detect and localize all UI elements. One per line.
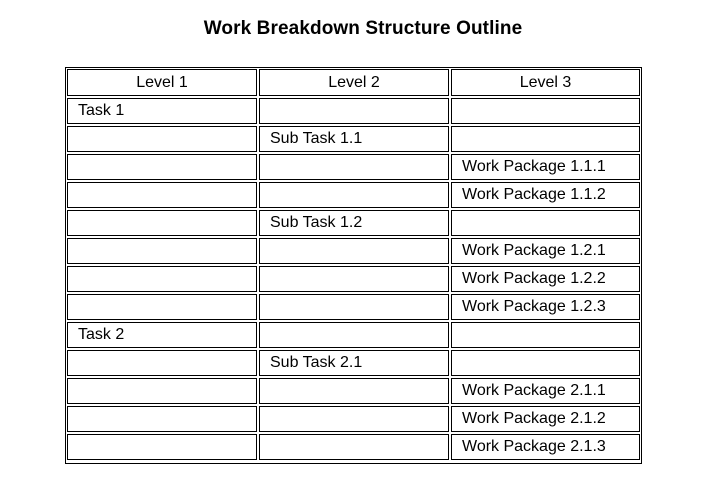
- cell-level-3: [451, 98, 640, 124]
- cell-level-3: Work Package 2.1.1: [451, 378, 640, 404]
- cell-level-1: [67, 126, 257, 152]
- cell-level-1: [67, 266, 257, 292]
- cell-level-1: [67, 238, 257, 264]
- cell-level-1: [67, 154, 257, 180]
- table-row: [67, 294, 640, 320]
- cell-level-1: [67, 294, 257, 320]
- cell-level-2: [259, 238, 449, 264]
- cell-level-2: [259, 322, 449, 348]
- cell-level-3: Work Package 2.1.3: [451, 434, 640, 460]
- header-level-1: Level 1: [67, 69, 257, 96]
- cell-level-2: [259, 406, 449, 432]
- table-row: [67, 210, 640, 236]
- cell-level-2: [259, 378, 449, 404]
- cell-level-3: [451, 126, 640, 152]
- table-row: [67, 98, 640, 124]
- cell-level-2: [259, 294, 449, 320]
- cell-level-3: [451, 350, 640, 376]
- cell-level-3: Work Package 1.2.2: [451, 266, 640, 292]
- cell-level-2: Sub Task 2.1: [259, 350, 449, 376]
- table-row: [67, 322, 640, 348]
- cell-level-2: [259, 98, 449, 124]
- cell-level-2: Sub Task 1.2: [259, 210, 449, 236]
- table-row: [67, 266, 640, 292]
- cell-level-2: [259, 434, 449, 460]
- cell-level-3: Work Package 1.2.3: [451, 294, 640, 320]
- header-level-3: Level 3: [451, 69, 640, 96]
- cell-level-3: Work Package 2.1.2: [451, 406, 640, 432]
- cell-level-1: [67, 350, 257, 376]
- cell-level-1: [67, 434, 257, 460]
- cell-level-3: Work Package 1.1.2: [451, 182, 640, 208]
- page-title: Work Breakdown Structure Outline: [203, 18, 523, 39]
- cell-level-2: [259, 182, 449, 208]
- cell-level-2: Sub Task 1.1: [259, 126, 449, 152]
- cell-level-1: [67, 378, 257, 404]
- cell-level-1: [67, 210, 257, 236]
- table-row: [67, 154, 640, 180]
- table-row: [67, 126, 640, 152]
- table-row: [67, 238, 640, 264]
- cell-level-1: [67, 406, 257, 432]
- header-level-2: Level 2: [259, 69, 449, 96]
- cell-level-3: Work Package 1.1.1: [451, 154, 640, 180]
- cell-level-2: [259, 266, 449, 292]
- cell-level-2: [259, 154, 449, 180]
- table-row: [67, 434, 640, 460]
- wbs-table: [65, 67, 642, 462]
- cell-level-1: Task 1: [67, 98, 257, 124]
- cell-level-3: [451, 322, 640, 348]
- table-row: [67, 182, 640, 208]
- cell-level-1: [67, 182, 257, 208]
- cell-level-3: Work Package 1.2.1: [451, 238, 640, 264]
- table-row: [67, 350, 640, 376]
- header-row: [67, 69, 640, 96]
- table-row: [67, 378, 640, 404]
- table-row: [67, 406, 640, 432]
- cell-level-1: Task 2: [67, 322, 257, 348]
- cell-level-3: [451, 210, 640, 236]
